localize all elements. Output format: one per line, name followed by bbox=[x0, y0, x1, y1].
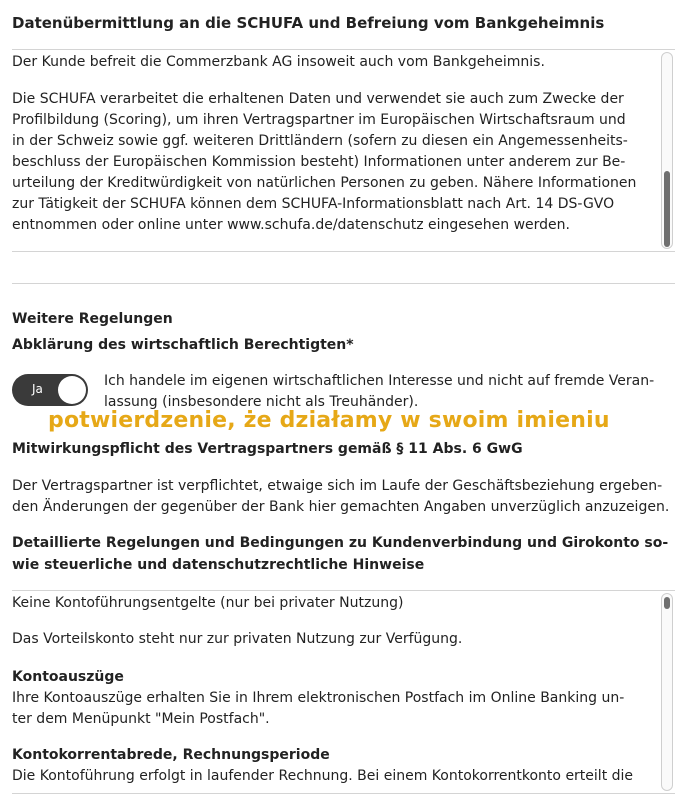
schufa-line: Profilbildung (Scoring), um ihren Vertragspartner im Europäischen Wirtschaftsraum und bbox=[12, 112, 626, 128]
annotation-overlay-text: potwierdzenie, że działamy w swoim imieniu bbox=[48, 408, 610, 433]
schufa-line: urteilung der Kreditwürdigkeit von natürlichen Personen zu geben. Nähere Informationen bbox=[12, 175, 637, 191]
schufa-line: zur Tätigkeit der SCHUFA können dem SCHUFA-Informationsblatt nach Art. 14 DS-GVO bbox=[12, 196, 615, 212]
schufa-scroll-box[interactable] bbox=[12, 49, 675, 252]
schufa-line: entnommen oder online unter www.schufa.de/datenschutz eingesehen werden. bbox=[12, 217, 570, 233]
schufa-scrollbar[interactable] bbox=[661, 52, 673, 249]
berechtigter-heading: Abklärung des wirtschaftlich Berechtigten* bbox=[12, 337, 354, 353]
weitere-heading: Weitere Regelungen bbox=[12, 311, 173, 327]
schufa-paragraph-2 bbox=[12, 89, 652, 236]
mitwirkung-line: Der Vertragspartner ist verpflichtet, etwaige sich im Laufe der Geschäftsbeziehung ergeben- bbox=[12, 478, 663, 494]
schufa-line: beschluss der Europäischen Kommission besteht) Informationen unter anderem zur Be- bbox=[12, 154, 626, 170]
schufa-line: Die SCHUFA verarbeitet die erhaltenen Daten und verwendet sie auch zum Zwecke der bbox=[12, 91, 624, 107]
kontokorrent-heading: Kontokorrentabrede, Rechnungsperiode bbox=[12, 747, 330, 763]
toggle-text-line: Ich handele im eigenen wirtschaftlichen Interesse und nicht auf fremde Veran- bbox=[104, 373, 655, 389]
kontokorrent-line: Die Kontoführung erfolgt in laufender Rechnung. Bei einem Kontokorrentkonto erteilt die bbox=[12, 768, 634, 784]
detail-scrollbar-thumb[interactable] bbox=[664, 597, 670, 609]
kontoauszuege-line: Ihre Kontoauszüge erhalten Sie in Ihrem elektronischen Postfach im Online Banking un- bbox=[12, 690, 625, 706]
detail-scrollbar[interactable] bbox=[661, 593, 673, 791]
toggle-knob bbox=[58, 376, 86, 404]
toggle-label: Ja bbox=[32, 382, 43, 396]
detail-scroll-box[interactable] bbox=[12, 590, 675, 794]
detail-line: Keine Kontoführungsentgelte (nur bei privater Nutzung) bbox=[12, 595, 404, 611]
mitwirkung-line: den Änderungen der gegenüber der Bank hier gemachten Angaben unverzüglich anzuzeigen. bbox=[12, 499, 670, 515]
detail-heading-line: wie steuerliche und datenschutzrechtliche Hinweise bbox=[12, 557, 425, 573]
toggle-text-line: lassung (insbesondere nicht als Treuhänder). bbox=[104, 394, 419, 410]
beneficial-owner-text bbox=[104, 371, 674, 413]
beneficial-owner-toggle[interactable] bbox=[12, 374, 88, 406]
schufa-heading: Datenübermittlung an die SCHUFA und Befreiung vom Bankgeheimnis bbox=[12, 14, 605, 32]
schufa-line: in der Schweiz sowie ggf. weiteren Drittländern (sofern zu diesen ein Angemessenheits- bbox=[12, 133, 628, 149]
section-divider bbox=[12, 283, 675, 284]
mitwirkung-heading: Mitwirkungspflicht des Vertragspartners gemäß § 11 Abs. 6 GwG bbox=[12, 441, 523, 457]
kontoauszuege-heading: Kontoauszüge bbox=[12, 669, 124, 685]
kontoauszuege-line: ter dem Menüpunkt "Mein Postfach". bbox=[12, 711, 270, 727]
schufa-scrollbar-thumb[interactable] bbox=[664, 171, 670, 247]
schufa-paragraph-1: Der Kunde befreit die Commerzbank AG insoweit auch vom Bankgeheimnis. bbox=[12, 54, 545, 70]
detail-heading bbox=[12, 532, 682, 576]
mitwirkung-text bbox=[12, 476, 682, 518]
detail-heading-line: Detaillierte Regelungen und Bedingungen zu Kundenverbindung und Girokonto so- bbox=[12, 535, 669, 551]
detail-line: Das Vorteilskonto steht nur zur privaten Nutzung zur Verfügung. bbox=[12, 631, 463, 647]
